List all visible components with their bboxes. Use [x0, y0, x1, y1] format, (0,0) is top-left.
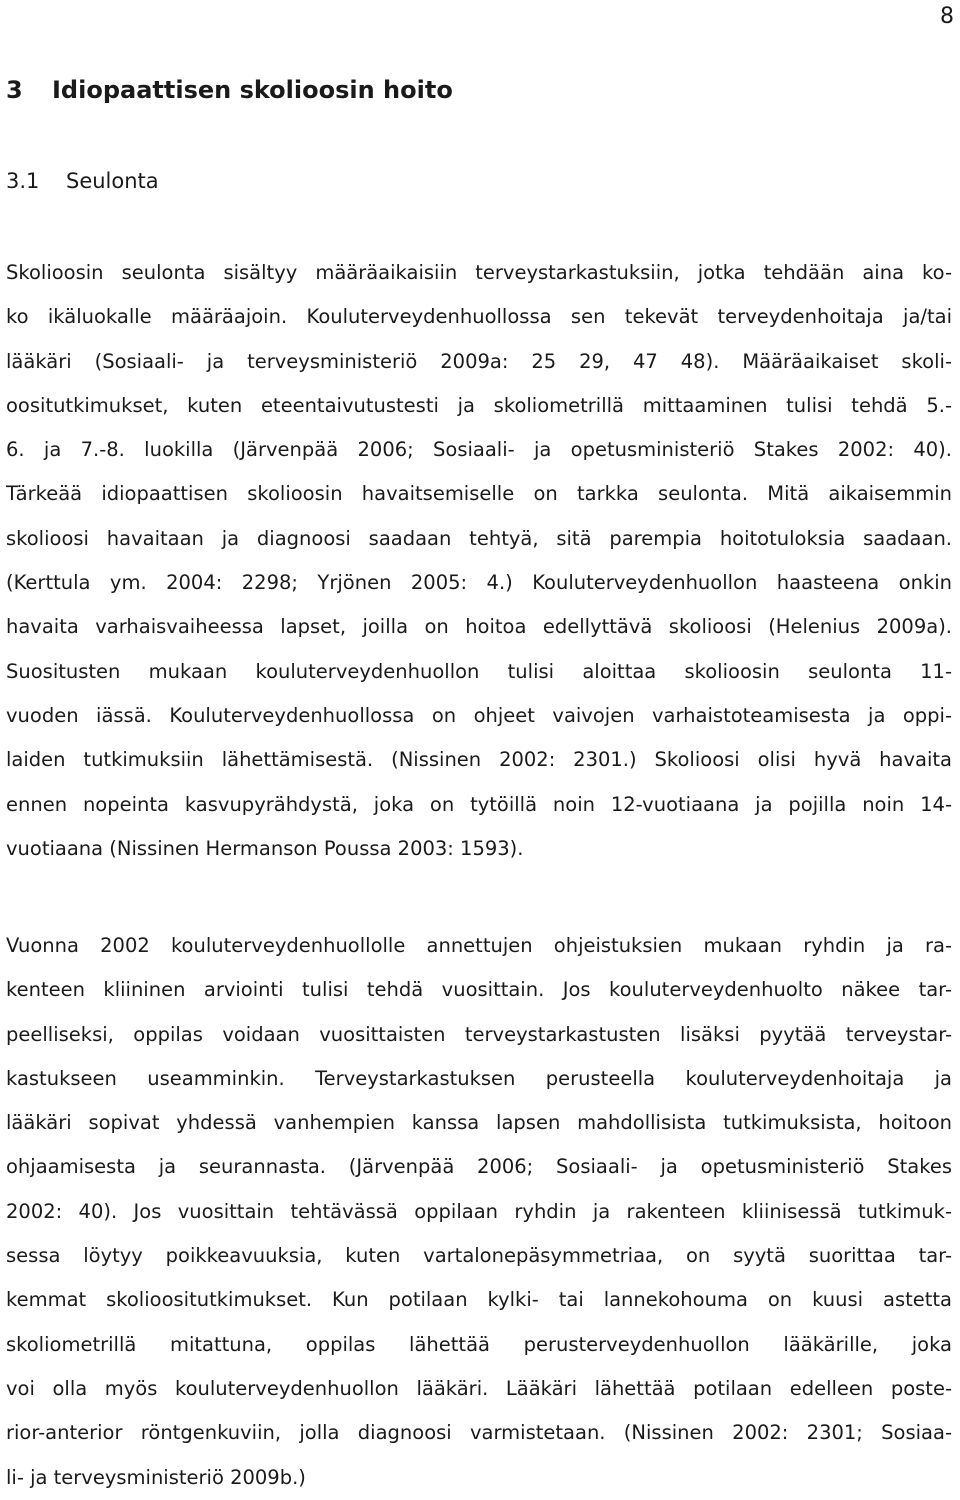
text-line: ohjaamisesta ja seurannasta. (Järvenpää 2006; Sosiaali- ja opetusministeriö Stakes: [6, 1155, 952, 1179]
text-line: voi olla myös kouluterveydenhuollon lääkäri. Lääkäri lähettää potilaan edelleen poste-: [6, 1376, 952, 1400]
text-line: 2002: 40). Jos vuosittain tehtävässä oppilaan ryhdin ja rakenteen kliinisessä tutkimuk-: [6, 1199, 952, 1223]
text-line: rior-anterior röntgenkuviin, jolla diagnoosi varmistetaan. (Nissinen 2002: 2301; Sosiaa-: [6, 1421, 952, 1445]
page-number: 8: [940, 4, 954, 29]
text-line: 6. ja 7.-8. luokilla (Järvenpää 2006; Sosiaali- ja opetusministeriö Stakes 2002: 40).: [6, 438, 952, 462]
text-line: Skolioosin seulonta sisältyy määräaikaisiin terveystarkastuksiin, jotka tehdään aina ko-: [6, 261, 952, 284]
chapter-number: 3: [6, 76, 23, 104]
section-heading: [6, 169, 159, 193]
text-line: lääkäri (Sosiaali- ja terveysministeriö 2009a: 25 29, 47 48). Määräaikaiset skoli-: [6, 349, 952, 373]
text-line: kemmat skolioositutkimukset. Kun potilaan kylki- tai lannekohouma on kuusi astetta: [6, 1288, 952, 1312]
text-line: lääkäri sopivat yhdessä vanhempien kanssa lapsen mahdollisista tutkimuksista, hoitoon: [6, 1111, 952, 1135]
chapter-heading: [6, 76, 453, 104]
section-number: 3.1: [6, 169, 40, 193]
text-line: skoliometrillä mitattuna, oppilas lähettää perusterveydenhuollon lääkärille, joka: [6, 1332, 952, 1356]
chapter-title: Idiopaattisen skolioosin hoito: [52, 76, 453, 104]
text-line: havaita varhaisvaiheessa lapset, joilla on hoitoa edellyttävä skolioosi (Helenius 2009a).: [6, 615, 952, 639]
text-line: sessa löytyy poikkeavuuksia, kuten vartalonepäsymmetriaa, on syytä suorittaa tar-: [6, 1244, 952, 1268]
section-title: Seulonta: [66, 169, 159, 193]
paragraph-screening: [6, 251, 952, 871]
text-line: kenteen kliininen arviointi tulisi tehdä vuosittain. Jos kouluterveydenhuolto näkee tar-: [6, 978, 952, 1002]
text-line: oositutkimukset, kuten eteentaivutustesti ja skoliometrillä mittaaminen tulisi tehdä 5.-: [6, 393, 952, 417]
text-line: laiden tutkimuksiin lähettämisestä. (Nissinen 2002: 2301.) Skolioosi olisi hyvä havaita: [6, 748, 952, 772]
text-line: vuotiaana (Nissinen Hermanson Poussa 2003: 1593).: [6, 836, 524, 860]
text-line: vuoden iässä. Kouluterveydenhuollossa on ohjeet vaivojen varhaistoteamisesta ja oppi-: [6, 703, 952, 727]
text-line: kastukseen useamminkin. Terveystarkastuksen perusteella kouluterveydenhoitaja ja: [6, 1066, 952, 1090]
paragraph-guidelines: [6, 924, 952, 1500]
text-line: li- ja terveysministeriö 2009b.): [6, 1465, 306, 1489]
text-line: ennen nopeinta kasvupyrähdystä, joka on tytöillä noin 12-vuotiaana ja pojilla noin 14-: [6, 792, 952, 816]
text-line: Suositusten mukaan kouluterveydenhuollon tulisi aloittaa skolioosin seulonta 11-: [6, 659, 952, 683]
text-line: skolioosi havaitaan ja diagnoosi saadaan tehtyä, sitä parempia hoitotuloksia saadaan.: [6, 526, 952, 550]
text-line: ko ikäluokalle määräajoin. Kouluterveydenhuollossa sen tekevät terveydenhoitaja ja/tai: [6, 305, 952, 329]
text-line: (Kerttula ym. 2004: 2298; Yrjönen 2005: 4.) Kouluterveydenhuollon haasteena onkin: [6, 571, 952, 595]
text-line: Vuonna 2002 kouluterveydenhuollolle annettujen ohjeistuksien mukaan ryhdin ja ra-: [6, 934, 952, 957]
text-line: peelliseksi, oppilas voidaan vuosittaisten terveystarkastusten lisäksi pyytää terveystar-: [6, 1022, 952, 1046]
text-line: Tärkeää idiopaattisen skolioosin havaitsemiselle on tarkka seulonta. Mitä aikaisemmin: [6, 482, 952, 506]
